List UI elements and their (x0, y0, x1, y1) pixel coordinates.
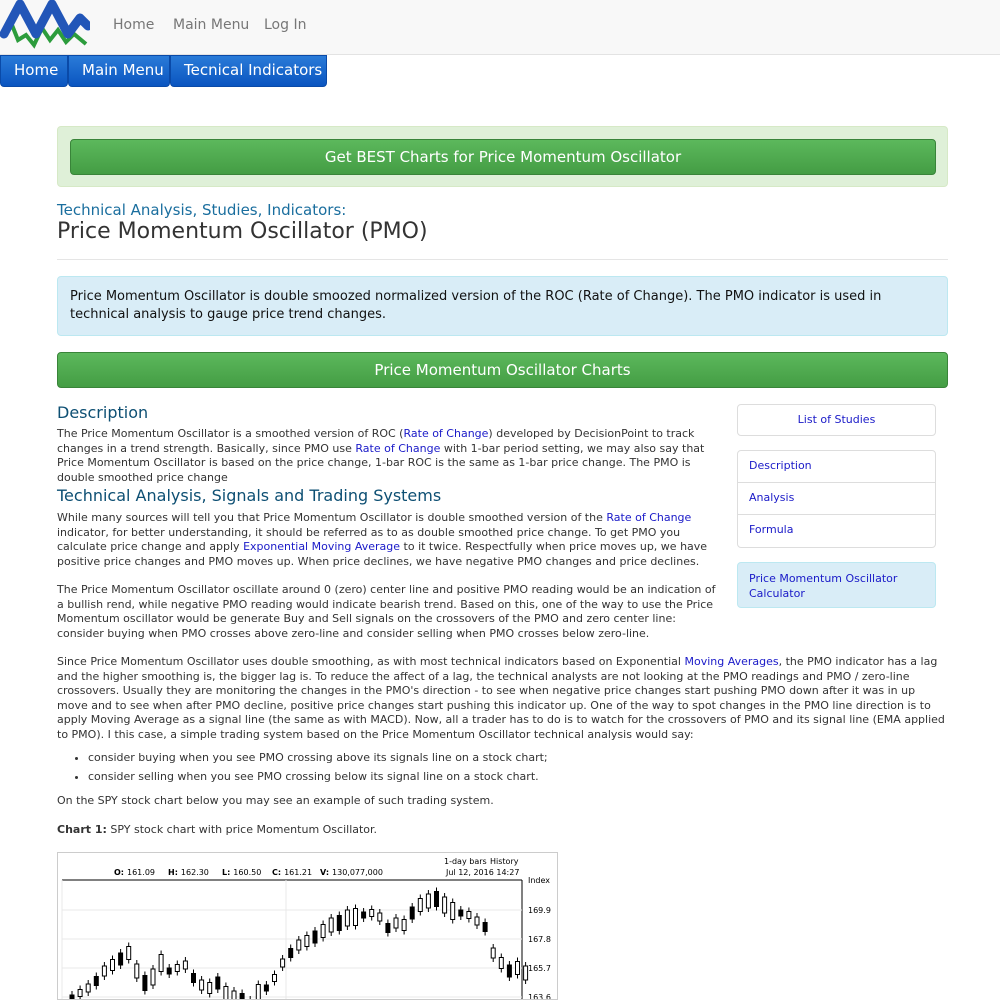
svg-text:L:160.50 (222, 868, 261, 877)
section-nav (737, 450, 936, 548)
candle-body (111, 960, 115, 971)
analysis-paragraph-2: The Price Momentum Oscillator oscillate around 0 (zero) center line and positive PMO reading would be an indication of a bullish rend, while negative PMO reading would indicate bearish trend. Based on this, one of the way to use the Price Momentum oscillator would be generate Buy and Sell signals on the crossovers of the PMO and zero center line: consider buying when PMO crosses above zero-line and consider selling when PMO crosses below zero-line. (57, 583, 716, 640)
candle-body (491, 948, 495, 958)
candle-body (216, 977, 220, 989)
candle-body (289, 949, 293, 958)
chart-svg (58, 853, 558, 1000)
candle-body (394, 918, 398, 928)
candle-body (313, 931, 317, 943)
svg-text:C:161.21 (272, 868, 312, 877)
rate-of-change-link-2[interactable]: Rate of Change (355, 441, 441, 455)
index-label: Index (528, 876, 551, 885)
candle-body (467, 912, 471, 919)
candle-body (507, 965, 511, 977)
y-tick-label: 167.8 (528, 935, 551, 944)
candle-body (281, 959, 285, 967)
candle-body (159, 955, 163, 972)
candle-body (208, 983, 212, 994)
low-label: L: (222, 868, 231, 877)
candle-body (475, 917, 479, 925)
list-of-studies-panel (737, 404, 936, 436)
description-heading: Description (57, 403, 149, 422)
candle-body (264, 985, 268, 991)
candle-body (329, 918, 333, 932)
gridlines (62, 880, 522, 1000)
analysis-paragraph-1: While many sources will tell you that Price Momentum Oscillator is double smoothed version of the Rate of Change indicator, for better understanding, it should be referred as to as double smoothed price change. To get PMO you calculate price change and apply Exponential Moving Average to it twice. Respectfully when price moves up, we have positive price changes and PMO moves up. When price declines, we have negative PMO changes and price declines. (57, 511, 708, 568)
ema-link[interactable]: Exponential Moving Average (243, 540, 401, 554)
close-label: C: (272, 868, 282, 877)
tab-technical-indicators[interactable]: Tecnical Indicators (170, 55, 327, 87)
candle-body (86, 984, 90, 992)
open-label: O: (114, 868, 124, 877)
candle-body (345, 910, 349, 926)
y-tick-label: 165.7 (528, 964, 551, 973)
candle-body (273, 975, 277, 982)
candle-body (224, 987, 228, 1000)
list-of-studies-link[interactable]: List of Studies (797, 413, 876, 426)
divider (57, 259, 948, 260)
sidebar-item-formula[interactable]: Formula (749, 523, 794, 536)
candle-body (305, 936, 309, 947)
svg-text:O:161.09 (114, 868, 155, 877)
high-value: 162.30 (180, 868, 209, 877)
candle-body (135, 964, 139, 978)
page-title: Price Momentum Oscillator (PMO) (57, 219, 428, 244)
candle-body (232, 991, 236, 1000)
candle-body (418, 899, 422, 912)
candle-body (102, 966, 106, 976)
candle-body (94, 977, 98, 986)
topnav-login-link[interactable]: Log In (264, 17, 307, 33)
candle-body (240, 994, 244, 1000)
svg-text:V:130,077,000 (320, 868, 383, 877)
candle-body (183, 961, 187, 969)
analysis-paragraph-4: On the SPY stock chart below you may see an example of such trading system. (57, 794, 494, 807)
list-item: • consider buying when you see PMO crossing above its signals line on a stock chart; (88, 751, 548, 764)
high-label: H: (168, 868, 178, 877)
chart-caption: Chart 1: SPY stock chart with price Momentum Oscillator. (57, 823, 378, 836)
tab-main-menu[interactable]: Main Menu (68, 55, 170, 87)
sidebar-item-analysis[interactable]: Analysis (738, 483, 935, 515)
candle-body (378, 913, 382, 921)
rate-of-change-link[interactable]: Rate of Change (403, 427, 489, 440)
candle-body (362, 912, 366, 918)
candle-body (337, 916, 341, 931)
volume-label: V: (320, 868, 330, 877)
candle-body (354, 909, 358, 926)
candle-body (443, 897, 447, 913)
close-value: 161.21 (284, 868, 313, 877)
candle-body (297, 940, 301, 950)
svg-text:H:162.30 (168, 868, 209, 877)
candle-body (192, 974, 196, 983)
candle-body (143, 976, 147, 991)
candles (70, 888, 528, 1000)
candle-body (426, 894, 430, 908)
candle-body (524, 966, 528, 980)
cta-panel (57, 126, 948, 187)
best-charts-button[interactable]: Get BEST Charts for Price Momentum Oscillator (70, 139, 936, 175)
tab-home[interactable]: Home (0, 55, 68, 87)
list-item: • consider selling when you see PMO crossing below its signal line on a stock chart. (88, 770, 548, 783)
site-logo[interactable] (0, 0, 90, 54)
candle-body (200, 980, 204, 990)
sidebar-item-description[interactable]: Description (738, 451, 935, 483)
candle-body (167, 968, 171, 974)
topnav-main-menu-link[interactable]: Main Menu (173, 17, 250, 33)
axis-ticks (528, 906, 551, 1000)
candle-body (402, 920, 406, 931)
date-label: Jul 12, 2016 14:27 (446, 868, 520, 877)
y-tick-label: 163.6 (528, 993, 551, 1000)
candle-body (321, 925, 325, 938)
candle-body (127, 947, 131, 960)
candle-body (459, 910, 463, 916)
candle-body (70, 995, 74, 1000)
open-value: 161.09 (127, 868, 155, 877)
history-label: History (490, 857, 519, 866)
bars-label: 1-day bars (444, 857, 487, 866)
moving-averages-link[interactable]: Moving Averages (684, 655, 779, 668)
signal-list (88, 751, 548, 789)
spy-stock-chart (57, 852, 558, 1000)
candle-body (435, 892, 439, 907)
analysis-heading: Technical Analysis, Signals and Trading Systems (57, 486, 442, 505)
candle-body (410, 907, 414, 919)
topnav-home-link[interactable]: Home (113, 17, 155, 33)
y-tick-label: 169.9 (528, 906, 551, 915)
candle-body (386, 924, 390, 933)
pmo-charts-button[interactable]: Price Momentum Oscillator Charts (57, 352, 948, 388)
top-navbar (0, 0, 1000, 55)
candle-body (516, 962, 520, 975)
candle-body (483, 923, 487, 932)
candle-body (175, 965, 179, 972)
candle-body (78, 990, 82, 997)
intro-callout: Price Momentum Oscillator is double smoozed normalized version of the ROC (Rate of Change). The PMO indicator is used in technical analysis to gauge price trend changes. (57, 276, 948, 336)
analysis-paragraph-3: Since Price Momentum Oscillator uses double smoothing, as with most technical indicators based on Exponential Moving Averages, the PMO indicator has a lag and the higher smoothing is, the bigger lag is. To reduce the affect of a lag, the technical analysts are not looking at the PMO readings and PMO / zero-line crossovers. Usually they are monitoring the changes in the PMO's direction - to see when negative price changes start pushing PMO down after it was in up move and to see when after PMO decline, positive price changes start pushing this indicator up. One of the way to spot changes in the PMO line direction is to apply Moving Average as a signal line (the same as with MACD). Now, all a trader has to do is to watch for the crossovers of PMO and its signal line (EMA applied to PMO). I this case, a simple trading system based on the Price Momentum Oscillator technical analysis would say: (57, 655, 945, 741)
calculator-link[interactable]: Price Momentum Oscillator Calculator (737, 562, 936, 608)
candle-body (451, 903, 455, 920)
low-value: 160.50 (233, 868, 262, 877)
page-supertitle: Technical Analysis, Studies, Indicators: (57, 201, 347, 219)
candle-body (370, 910, 374, 917)
candle-body (119, 953, 123, 965)
candle-body (256, 985, 260, 1000)
candle-body (151, 969, 155, 985)
rate-of-change-link-3[interactable]: Rate of Change (606, 511, 692, 524)
candle-body (499, 958, 503, 969)
description-paragraph: The Price Momentum Oscillator is a smoothed version of ROC (Rate of Change) developed by DecisionPoint to track changes in a trend strength. Basically, since PMO use Rate of Change with 1-bar period setting, we may also say that Price Momentum Oscillator is based on the price change, 1-bar ROC is the same as 1-bar price change. The PMO is double smoothed price change (57, 427, 705, 484)
volume-value: 130,077,000 (332, 868, 383, 877)
